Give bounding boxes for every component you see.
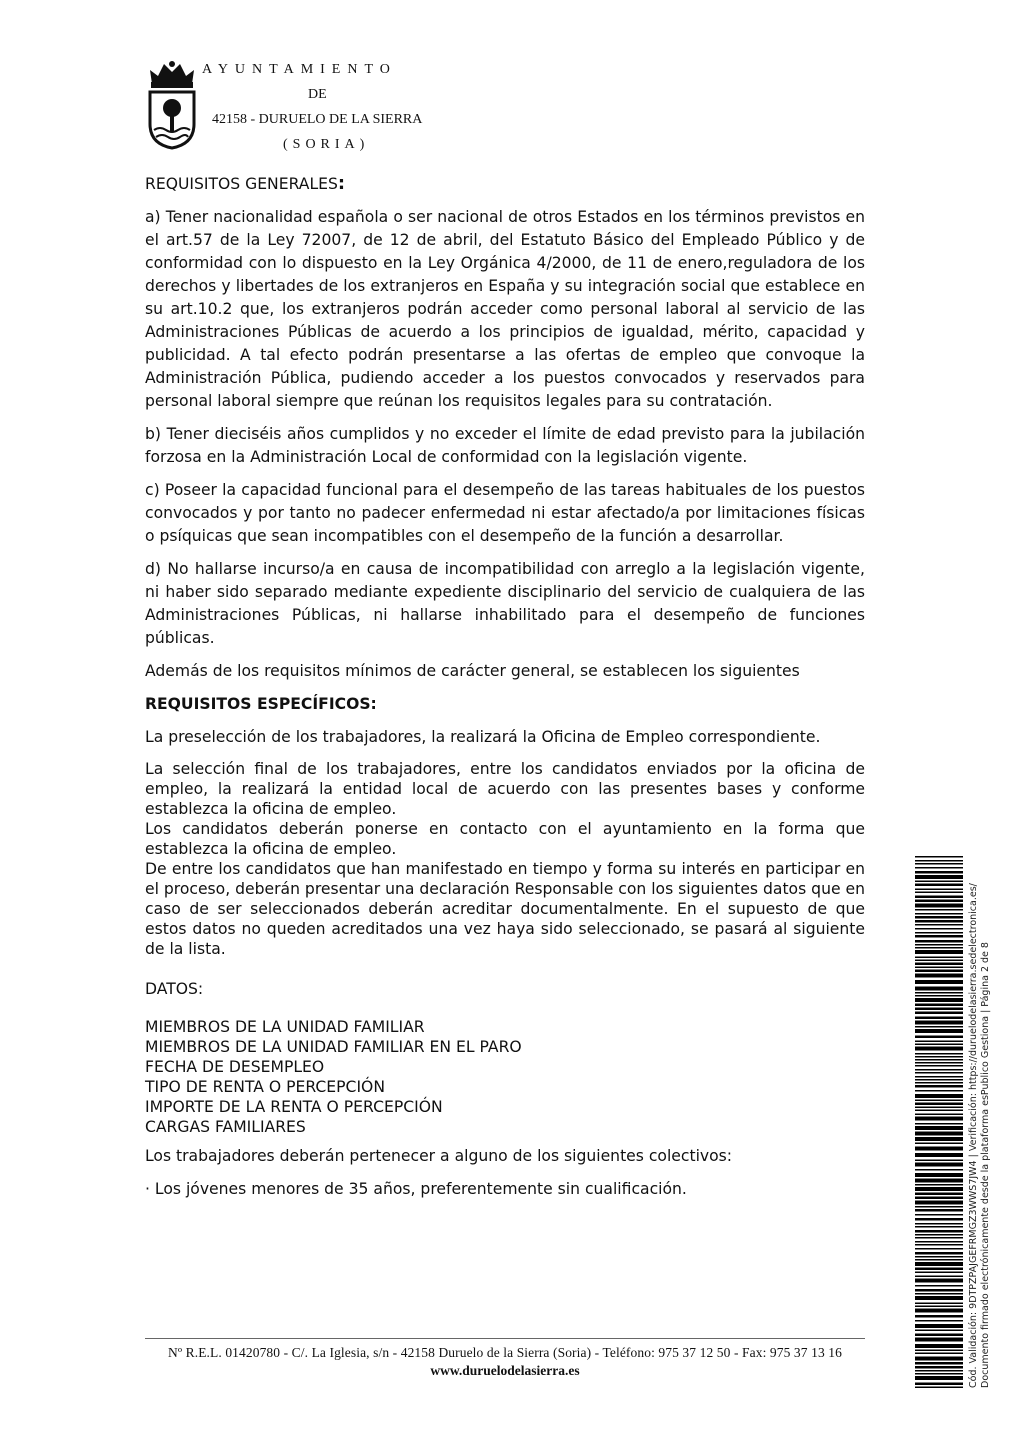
verification-text [968,848,992,1388]
list-item: FECHA DE DESEMPLEO [145,1058,325,1076]
barcode-icon [915,856,963,1388]
list-item: MIEMBROS DE LA UNIDAD FAMILIAR EN EL PARO [145,1038,522,1056]
datos-label: DATOS: [145,980,204,998]
heading-requisitos-especificos: REQUISITOS ESPECÍFICOS: [145,695,377,713]
footer-address: Nº R.E.L. 01420780 - C/. La Iglesia, s/n - 42158 Duruelo de la Sierra (Soria) - Teléfono: 975 37 12 50 - Fax: 975 37 13 16 [168,1345,842,1360]
heading-general-text: REQUISITOS GENERALES [145,175,338,193]
list-item: IMPORTE DE LA RENTA O PERCEPCIÓN [145,1098,443,1116]
list-item: TIPO DE RENTA O PERCEPCIÓN [145,1078,385,1096]
letterhead-de: DE [308,87,327,102]
paragraph-colectivos: Los trabajadores deberán pertenecer a alguno de los siguientes colectivos: [145,1147,733,1165]
letterhead [140,56,460,156]
coat-of-arms-icon [144,58,200,150]
letterhead-title: AYUNTAMIENTO [202,62,397,77]
heading-requisitos-generales [145,172,865,196]
verification-line-2: Documento firmado electrónicamente desde la plataforma esPublico Gestiona | Página 2 de 8 [980,942,991,1388]
heading-general-colon: : [337,173,346,194]
bullet-jovenes: · Los jóvenes menores de 35 años, preferentemente sin cualificación. [145,1180,687,1198]
letterhead-municipality: 42158 - DURUELO DE LA SIERRA [212,112,423,127]
list-item: MIEMBROS DE LA UNIDAD FAMILIAR [145,1018,425,1036]
paragraph-c: c) Poseer la capacidad funcional para el desempeño de las tareas habituales de los puestos convocados y por tanto no padecer enfermedad ni estar afectado/a por limitaciones físicas o psíquicas que sean incompatibles con el desempeño de la función a desarrollar. [145,481,865,545]
paragraph-declaracion: De entre los candidatos que han manifestado en tiempo y forma su interés en participar en el proceso, deberán presentar una declaración Responsable con los siguientes datos que en caso de ser seleccionados deberán acreditar documentalmente. En el supuesto de que estos datos no queden acreditados una vez haya sido seleccionado, se pasará al siguiente de la lista. [145,860,865,958]
list-item: CARGAS FAMILIARES [145,1118,306,1136]
verification-line-1: Cód. Validación: 9DTPZPAJGEFRMGZ3WWS7JW4 | Verificación: https://duruelodelasierra.sedelectronica.es/ [968,883,979,1388]
paragraph-contacto: Los candidatos deberán ponerse en contacto con el ayuntamiento en la forma que establezca la oficina de empleo. [145,820,865,858]
document-body [145,172,865,1211]
datos-list [145,1017,865,1137]
paragraph-seleccion: La selección final de los trabajadores, entre los candidatos enviados por la oficina de empleo, la realizará la entidad local de acuerdo con las presentes bases y conforme establezca la oficina de empleo. [145,760,865,818]
footer-website: www.duruelodelasierra.es [430,1363,580,1378]
paragraph-b: b) Tener dieciséis años cumplidos y no exceder el límite de edad previsto para la jubilación forzosa en la Administración Local de conformidad con la legislación vigente. [145,425,865,466]
paragraph-ademas: Además de los requisitos mínimos de carácter general, se establecen los siguientes [145,662,800,680]
paragraph-d: d) No hallarse incurso/a en causa de incompatibilidad con arreglo a la legislación vigente, ni haber sido separado mediante expediente disciplinario del servicio de cualquiera de las Administraciones Públicas, ni hallarse inhabilitado para el desempeño de funciones públicas. [145,560,865,647]
paragraph-preseleccion: La preselección de los trabajadores, la realizará la Oficina de Empleo correspondiente. [145,728,821,746]
letterhead-province: (SORIA) [283,137,370,152]
paragraph-a: a) Tener nacionalidad española o ser nacional de otros Estados en los términos previstos en el art.57 de la Ley 72007, de 12 de abril, del Estatuto Básico del Empleado Público y de conformidad con lo dispuesto en la Ley Orgánica 4/2000, de 11 de enero,reguladora de los derechos y libertades de los extranjeros en España y su integración social que establece en su art.10.2 que, los extranjeros podrán acceder como personal laboral al servicio de las Administraciones Públicas de acuerdo a los principios de igualdad, mérito, capacidad y publicidad. A tal efecto podrán presentarse a las ofertas de empleo que convoque la Administración Pública, pudiendo acceder a los puestos convocados y reservados para personal laboral siempre que reúnan los requisitos legales para su contratación. [145,208,865,410]
page-footer [145,1338,865,1379]
